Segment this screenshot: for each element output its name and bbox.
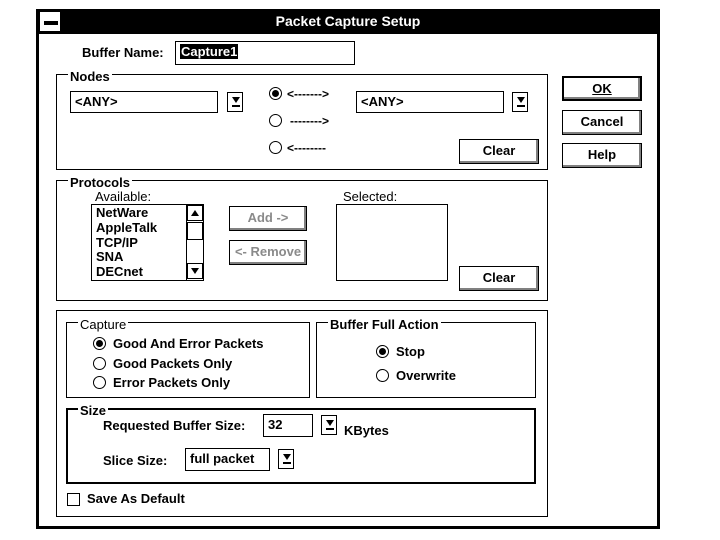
buffer-overwrite-label: Overwrite (396, 368, 456, 383)
help-button[interactable] (562, 143, 642, 168)
system-menu-button[interactable] (39, 11, 61, 32)
slice-size-label: Slice Size: (103, 453, 168, 468)
ok-button-label: OK (592, 81, 612, 96)
node2-combo[interactable]: <ANY> (356, 91, 504, 113)
system-menu-icon (43, 20, 59, 26)
node1-combo[interactable]: <ANY> (70, 91, 218, 113)
direction-left-label: <-------- (287, 141, 326, 155)
remove-protocol-button[interactable]: <- Remove (229, 240, 307, 265)
list-item[interactable]: TCP/IP (96, 235, 138, 250)
capture-label: Capture (80, 317, 127, 332)
cancel-button-label: Cancel (580, 114, 624, 129)
buffer-name-input[interactable] (175, 41, 355, 65)
node1-dropdown-icon[interactable] (227, 92, 243, 112)
capture-error-only-label: Error Packets Only (113, 375, 231, 390)
protocols-clear-button[interactable]: Clear (459, 266, 539, 291)
save-default-checkbox[interactable] (67, 493, 80, 506)
capture-good-only-label: Good Packets Only (113, 356, 233, 371)
list-item[interactable]: AppleTalk (96, 220, 158, 235)
buffer-name-label: Buffer Name: (82, 45, 164, 60)
list-item[interactable]: DECnet (96, 264, 143, 279)
slice-size-dropdown-icon[interactable] (278, 449, 294, 469)
capture-good-error-label: Good And Error Packets (113, 336, 264, 351)
help-button-label: Help (587, 147, 617, 162)
buffer-stop-radio[interactable] (376, 345, 389, 358)
capture-good-error-radio[interactable] (93, 337, 106, 350)
direction-both-radio[interactable] (269, 87, 282, 100)
list-item[interactable]: SNA (96, 249, 124, 264)
nodes-label: Nodes (70, 69, 110, 84)
ok-button[interactable] (562, 76, 642, 101)
selected-list[interactable] (336, 204, 448, 281)
requested-size-input[interactable]: 32 (263, 414, 313, 437)
add-protocol-button[interactable]: Add -> (229, 206, 307, 231)
scroll-up-icon[interactable] (187, 205, 203, 221)
direction-left-radio[interactable] (269, 141, 282, 154)
requested-size-label: Requested Buffer Size: (103, 418, 246, 433)
buffer-overwrite-radio[interactable] (376, 369, 389, 382)
direction-right-radio[interactable] (269, 114, 282, 127)
selected-label: Selected: (343, 189, 398, 204)
title-bar[interactable] (36, 9, 660, 34)
protocols-label: Protocols (70, 175, 130, 190)
capture-good-only-radio[interactable] (93, 357, 106, 370)
scroll-thumb[interactable] (187, 222, 203, 240)
list-item[interactable]: NetWare (96, 205, 149, 220)
buffer-name-value: Capture1 (181, 44, 238, 59)
buffer-full-label: Buffer Full Action (330, 317, 439, 332)
node2-dropdown-icon[interactable] (512, 92, 528, 112)
buffer-full-group (316, 322, 536, 398)
window-title: Packet Capture Setup (275, 13, 421, 29)
available-label: Available: (95, 189, 152, 204)
scroll-down-icon[interactable] (187, 263, 203, 279)
direction-right-label: --------> (290, 114, 329, 128)
cancel-button[interactable] (562, 110, 642, 135)
save-default-label: Save As Default (87, 491, 185, 506)
capture-error-only-radio[interactable] (93, 376, 106, 389)
size-label: Size (80, 403, 107, 418)
buffer-stop-label: Stop (396, 344, 425, 359)
direction-both-label: <-------> (287, 87, 329, 101)
requested-size-unit: KBytes (344, 423, 389, 438)
nodes-clear-button[interactable]: Clear (459, 139, 539, 164)
requested-size-dropdown-icon[interactable] (321, 415, 337, 435)
slice-size-combo[interactable]: full packet (185, 448, 270, 471)
